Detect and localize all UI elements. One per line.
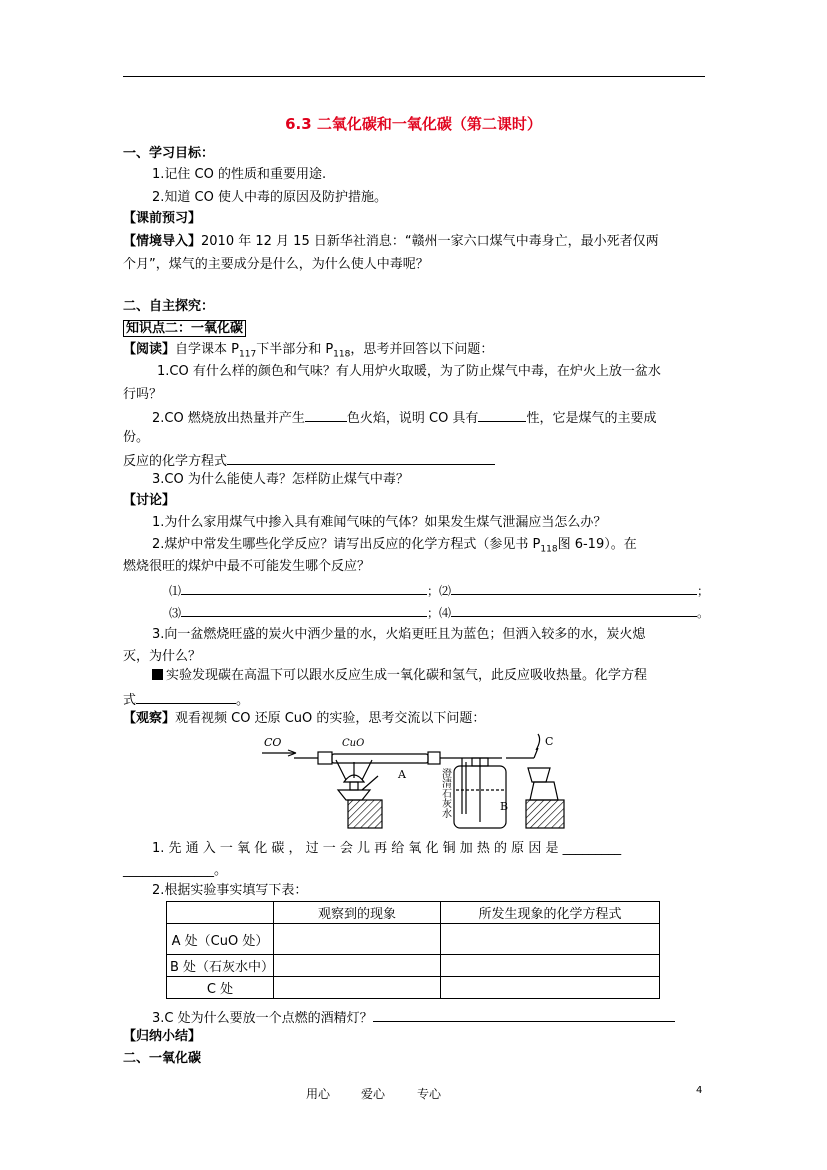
answer-blank-reaction-1[interactable] — [181, 580, 427, 595]
page-number: 4 — [696, 1085, 703, 1096]
answer-blank-water-reaction[interactable] — [136, 689, 236, 704]
footer-text-1: 用心 — [306, 1087, 331, 1101]
reading-q1-line-2: 行吗？ — [123, 387, 163, 402]
reading-q2-line-1: 2.CO 燃烧放出热量并产生 色火焰，说明 CO 具有 性，它是煤气的主要成 — [152, 407, 656, 428]
answer-blank-c-lamp[interactable] — [373, 1007, 675, 1022]
observe-q1-line-2: ______________。 — [123, 863, 228, 878]
intro-tag: 【情境导入】 — [123, 234, 202, 249]
table-cell-input[interactable] — [441, 955, 660, 977]
preview-heading: 【课前预习】 — [123, 211, 202, 226]
section1-heading: 一、学习目标： — [123, 146, 215, 161]
reaction-row-1: ⑴ ；⑵ ； — [169, 580, 709, 600]
experiment-note-line-1: 实验发现碳在高温下可以跟水反应生成一氧化碳和氢气，此反应吸收热量。化学方程 — [152, 667, 647, 685]
table-row — [167, 924, 660, 955]
discussion-q3-line-2: 灭，为什么？ — [123, 649, 202, 664]
answer-blank-reaction-4[interactable] — [451, 602, 697, 617]
diagram-label-limewater: 澄清石灰水 — [439, 768, 451, 818]
table-row-label-b: B 处（石灰水中） — [167, 955, 274, 977]
page-title: 6.3 二氧化碳和一氧化碳（第二课时） — [285, 115, 542, 133]
table-row-label-c: C 处 — [167, 977, 274, 999]
footer-text-2: 爱心 — [361, 1087, 386, 1101]
table-cell-input[interactable] — [274, 924, 441, 955]
section2-heading: 二、自主探究： — [123, 299, 215, 314]
table-cell-input[interactable] — [274, 955, 441, 977]
observe-tag: 【观察】 — [123, 711, 176, 726]
answer-blank-color[interactable] — [305, 407, 347, 422]
table-header-empty — [167, 902, 274, 924]
reading-tag: 【阅读】 — [123, 342, 176, 357]
observe-q3-line: 3.C 处为什么要放一个点燃的酒精灯？ — [152, 1007, 675, 1028]
intro-line-2: 个月”，煤气的主要成分是什么，为什么使人中毒呢？ — [123, 257, 429, 272]
goal-1: 1.记住 CO 的性质和重要用途. — [152, 167, 327, 182]
reading-line: 【阅读】自学课本 $P_{117}$下半部分和 $P_{118}$，思考并回答以下问题： — [123, 342, 494, 360]
answer-blank-equation[interactable] — [227, 450, 495, 465]
intro-text-1: 2010 年 12 月 15 日新华社消息：“赣州一家六口煤气中毒身亡，最小死者仅两 — [201, 234, 659, 249]
observe-q1-line-1: 1. 先 通 入 一 氧 化 碳 ， 过 一 会 儿 再 给 氧 化 铜 加 热 的 原 因 是 _________ — [152, 841, 622, 856]
goal-2: 2.知道 CO 使人中毒的原因及防护措施。 — [152, 190, 387, 205]
reading-q2-line-2: 份。 — [123, 430, 150, 445]
table-row-label-a: A 处（CuO 处） — [167, 924, 274, 955]
discussion-q3-line-1: 3.向一盆燃烧旺盛的炭火中洒少量的水，火焰更旺且为蓝色；但洒入较多的水，炭火熄 — [152, 627, 646, 642]
observe-q2: 2.根据实验事实填写下表： — [152, 883, 308, 898]
reading-q3: 3.CO 为什么能使人毒？怎样防止煤气中毒？ — [152, 472, 409, 487]
summary-heading: 二、一氧化碳 — [123, 1051, 202, 1066]
diagram-label-b: B — [500, 800, 509, 813]
discussion-tag: 【讨论】 — [123, 493, 176, 508]
discussion-q1: 1.为什么家用煤气中掺入具有难闻气味的气体？如果发生煤气泄漏应当怎么办？ — [152, 515, 607, 530]
equation-line: 反应的化学方程式 — [123, 450, 495, 471]
summary-tag: 【归纳小结】 — [123, 1029, 202, 1044]
knowledge-point-heading: 知识点二：一氧化碳 — [123, 320, 246, 338]
header-rule — [123, 76, 705, 77]
diagram-label-c: C — [545, 735, 554, 748]
diagram-label-cuo: CuO — [342, 738, 365, 749]
observation-table — [166, 901, 660, 999]
observe-line: 【观察】观看视频 CO 还原 CuO 的实验，思考交流以下问题： — [123, 711, 486, 726]
table-cell-input[interactable] — [274, 977, 441, 999]
table-header-phenomenon: 观察到的现象 — [274, 902, 441, 924]
discussion-q2-line-2: 燃烧很旺的煤炉中最不可能发生哪个反应？ — [123, 559, 371, 574]
reading-q1-line-1: 1.CO 有什么样的颜色和气味？有人用炉火取暖，为了防止煤气中毒，在炉火上放一盆水 — [157, 364, 661, 379]
table-row — [167, 977, 660, 999]
experiment-note-line-2: 式 。 — [123, 689, 249, 710]
square-bullet-icon — [152, 669, 163, 680]
answer-blank-reaction-2[interactable] — [451, 580, 697, 595]
apparatus-diagram — [258, 732, 578, 832]
intro-line-1 — [123, 233, 659, 251]
table-cell-input[interactable] — [441, 924, 660, 955]
discussion-q2-line-1: 2.煤炉中常发生哪些化学反应？请写出反应的化学方程式（参见书 $P_{118}$图 6-19）。在 — [152, 537, 637, 555]
diagram-label-co: CO — [264, 736, 282, 749]
diagram-label-a: A — [398, 768, 406, 781]
reaction-row-2: ⑶ ；⑷ 。 — [169, 602, 709, 622]
table-header-row — [167, 902, 660, 924]
table-row — [167, 955, 660, 977]
table-header-equation: 所发生现象的化学方程式 — [441, 902, 660, 924]
answer-blank-reaction-3[interactable] — [181, 602, 427, 617]
table-cell-input[interactable] — [441, 977, 660, 999]
footer-text-3: 专心 — [417, 1087, 442, 1101]
answer-blank-property[interactable] — [478, 407, 526, 422]
